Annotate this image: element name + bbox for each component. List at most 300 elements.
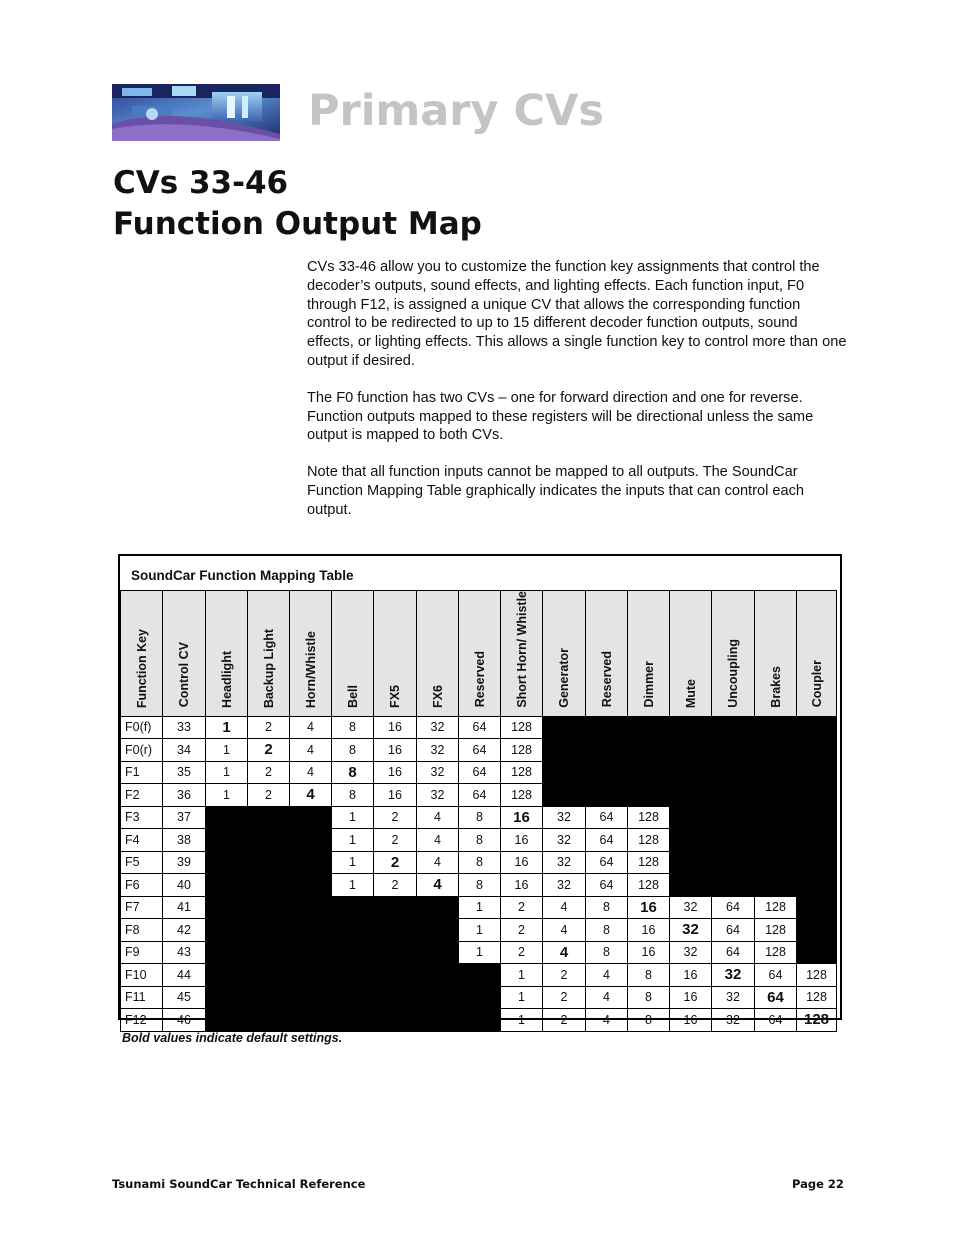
value-cell: 4 [417,829,459,852]
table-row [121,851,837,874]
unavailable-cell [332,896,374,919]
value-cell: 32 [670,896,712,919]
unavailable-cell [417,1009,459,1032]
value-cell: 32 [670,919,712,942]
value-cell: 32 [417,784,459,807]
unavailable-cell [374,896,417,919]
value-cell: 8 [628,986,670,1009]
unavailable-cell [290,874,332,897]
control-cv-cell: 33 [163,716,206,739]
unavailable-cell [206,829,248,852]
unavailable-cell [712,761,755,784]
unavailable-cell [670,851,712,874]
unavailable-cell [543,716,586,739]
column-header [543,591,586,717]
control-cv-cell: 44 [163,964,206,987]
function-key-cell: F1 [121,761,163,784]
value-cell: 16 [501,874,543,897]
function-key-cell: F0(f) [121,716,163,739]
value-cell: 64 [712,919,755,942]
unavailable-cell [755,874,797,897]
table-row [121,986,837,1009]
table-note: Bold values indicate default settings. [122,1031,343,1045]
function-key-cell: F8 [121,919,163,942]
unavailable-cell [332,919,374,942]
control-cv-cell: 36 [163,784,206,807]
column-header [459,591,501,717]
unavailable-cell [797,761,837,784]
unavailable-cell [755,739,797,762]
control-cv-cell: 45 [163,986,206,1009]
column-header-label: Control CV [177,642,191,708]
table-row [121,1009,837,1032]
page-number: Page 22 [792,1177,844,1191]
paragraph: CVs 33-46 allow you to customize the function key assignments that control the decoder’s outputs, sound effects, and lighting effects. Each function input, F0 through F12, is assigned a unique CV that allows the corresponding function control to be redirected to up to 15 different decoder function outputs, sound effects, or lighting effects. This allows a single function key to control more than one output if desired. [307,259,847,369]
value-cell: 1 [206,761,248,784]
value-cell: 64 [755,1009,797,1032]
value-cell: 1 [206,716,248,739]
unavailable-cell [543,784,586,807]
value-cell: 64 [459,761,501,784]
column-header [417,591,459,717]
unavailable-cell [755,716,797,739]
table-row [121,919,837,942]
unavailable-cell [332,986,374,1009]
control-cv-cell: 39 [163,851,206,874]
unavailable-cell [797,919,837,942]
function-key-cell: F12 [121,1009,163,1032]
value-cell: 32 [712,1009,755,1032]
unavailable-cell [586,761,628,784]
unavailable-cell [374,1009,417,1032]
unavailable-cell [459,964,501,987]
column-header [501,591,543,717]
control-cv-cell: 34 [163,739,206,762]
unavailable-cell [332,1009,374,1032]
paragraph: Note that all function inputs cannot be mapped to all outputs. The SoundCar Function Mapping Table graphically indicates the inputs that can control each output. [307,464,805,518]
value-cell: 1 [332,874,374,897]
value-cell: 128 [755,941,797,964]
unavailable-cell [755,851,797,874]
value-cell: 8 [628,1009,670,1032]
value-cell: 4 [417,874,459,897]
value-cell: 2 [501,941,543,964]
unavailable-cell [670,739,712,762]
function-key-cell: F7 [121,896,163,919]
function-key-cell: F5 [121,851,163,874]
unavailable-cell [543,739,586,762]
control-cv-cell: 43 [163,941,206,964]
value-cell: 1 [501,1009,543,1032]
unavailable-cell [712,716,755,739]
value-cell: 2 [248,739,290,762]
section-title-line2: Function Output Map [113,206,482,242]
control-cv-cell: 46 [163,1009,206,1032]
unavailable-cell [586,739,628,762]
unavailable-cell [670,716,712,739]
value-cell: 16 [670,964,712,987]
unavailable-cell [628,716,670,739]
value-cell: 32 [417,739,459,762]
value-cell: 4 [543,896,586,919]
value-cell: 2 [374,874,417,897]
value-cell: 1 [501,986,543,1009]
unavailable-cell [248,964,290,987]
table-row [121,874,837,897]
unavailable-cell [712,851,755,874]
unavailable-cell [628,739,670,762]
unavailable-cell [248,896,290,919]
value-cell: 2 [543,964,586,987]
unavailable-cell [797,784,837,807]
value-cell: 1 [332,806,374,829]
unavailable-cell [797,739,837,762]
table-row [121,761,837,784]
train-interior-image [112,84,280,141]
value-cell: 8 [332,761,374,784]
value-cell: 8 [459,829,501,852]
value-cell: 2 [374,851,417,874]
unavailable-cell [712,784,755,807]
value-cell: 1 [501,964,543,987]
value-cell: 32 [543,829,586,852]
unavailable-cell [206,919,248,942]
value-cell: 2 [248,761,290,784]
value-cell: 8 [459,851,501,874]
value-cell: 64 [712,941,755,964]
value-cell: 16 [628,941,670,964]
function-key-cell: F0(r) [121,739,163,762]
column-header-label: Reserved [472,651,487,708]
control-cv-cell: 41 [163,896,206,919]
unavailable-cell [712,739,755,762]
value-cell: 2 [543,1009,586,1032]
value-cell: 64 [586,806,628,829]
value-cell: 8 [586,896,628,919]
value-cell: 8 [459,806,501,829]
value-cell: 64 [755,964,797,987]
unavailable-cell [586,784,628,807]
unavailable-cell [670,874,712,897]
value-cell: 4 [290,761,332,784]
value-cell: 4 [290,784,332,807]
body-text [307,258,847,538]
table-row [121,716,837,739]
value-cell: 128 [501,739,543,762]
unavailable-cell [332,941,374,964]
value-cell: 32 [543,874,586,897]
value-cell: 1 [332,851,374,874]
value-cell: 128 [797,1009,837,1032]
unavailable-cell [417,941,459,964]
value-cell: 2 [248,784,290,807]
unavailable-cell [417,964,459,987]
value-cell: 16 [628,919,670,942]
unavailable-cell [797,896,837,919]
function-key-cell: F9 [121,941,163,964]
value-cell: 4 [417,851,459,874]
section-title [113,163,482,245]
value-cell: 4 [417,806,459,829]
value-cell: 128 [501,716,543,739]
value-cell: 32 [417,716,459,739]
column-header-label: Mute [683,678,698,708]
value-cell: 128 [628,829,670,852]
unavailable-cell [248,1009,290,1032]
unavailable-cell [206,896,248,919]
unavailable-cell [670,829,712,852]
unavailable-cell [712,806,755,829]
value-cell: 128 [501,784,543,807]
value-cell: 8 [332,784,374,807]
column-header-label: Horn/Whistle [303,630,318,708]
unavailable-cell [248,806,290,829]
value-cell: 64 [586,829,628,852]
unavailable-cell [755,784,797,807]
value-cell: 1 [206,784,248,807]
column-header [332,591,374,717]
value-cell: 64 [586,851,628,874]
unavailable-cell [417,896,459,919]
column-header [248,591,290,717]
value-cell: 2 [543,986,586,1009]
table-row [121,829,837,852]
value-cell: 2 [248,716,290,739]
function-key-cell: F2 [121,784,163,807]
value-cell: 64 [586,874,628,897]
unavailable-cell [374,964,417,987]
value-cell: 1 [332,829,374,852]
paragraph: The F0 function has two CVs – one for forward direction and one for reverse. Function outputs mapped to these registers will be directional unless the same output is mapped to both CVs. [307,389,814,444]
value-cell: 16 [501,829,543,852]
unavailable-cell [670,784,712,807]
unavailable-cell [755,806,797,829]
value-cell: 2 [374,806,417,829]
unavailable-cell [459,986,501,1009]
unavailable-cell [797,851,837,874]
column-header [163,591,206,717]
value-cell: 32 [670,941,712,964]
unavailable-cell [248,874,290,897]
value-cell: 2 [501,919,543,942]
value-cell: 64 [755,986,797,1009]
column-header-label: Coupler [809,660,824,708]
value-cell: 64 [459,739,501,762]
value-cell: 16 [374,761,417,784]
unavailable-cell [586,716,628,739]
column-header-label: Short Horn/ Whistle [514,591,529,708]
value-cell: 4 [586,964,628,987]
value-cell: 16 [374,739,417,762]
column-header-label: Reserved [599,651,614,708]
page-title: Primary CVs [308,86,604,136]
unavailable-cell [248,851,290,874]
value-cell: 32 [543,806,586,829]
value-cell: 8 [586,919,628,942]
column-header-label: Uncoupling [726,638,740,708]
unavailable-cell [797,941,837,964]
unavailable-cell [248,829,290,852]
unavailable-cell [797,806,837,829]
value-cell: 64 [459,716,501,739]
column-header [374,591,417,717]
column-header [206,591,248,717]
column-header-label: Generator [557,647,571,708]
unavailable-cell [206,964,248,987]
column-header-label: FX6 [430,684,445,708]
unavailable-cell [543,761,586,784]
unavailable-cell [712,874,755,897]
value-cell: 4 [543,919,586,942]
column-header [712,591,755,717]
control-cv-cell: 37 [163,806,206,829]
value-cell: 16 [670,986,712,1009]
value-cell: 8 [459,874,501,897]
column-header [586,591,628,717]
table-row [121,739,837,762]
unavailable-cell [290,919,332,942]
function-key-cell: F10 [121,964,163,987]
function-key-cell: F11 [121,986,163,1009]
column-header [670,591,712,717]
header-photo [112,84,280,141]
mapping-grid [120,590,837,1032]
unavailable-cell [628,784,670,807]
unavailable-cell [248,919,290,942]
value-cell: 128 [755,896,797,919]
value-cell: 16 [374,716,417,739]
unavailable-cell [712,829,755,852]
value-cell: 128 [628,851,670,874]
value-cell: 16 [501,851,543,874]
value-cell: 32 [417,761,459,784]
column-header [628,591,670,717]
function-key-cell: F4 [121,829,163,852]
value-cell: 4 [543,941,586,964]
control-cv-cell: 35 [163,761,206,784]
unavailable-cell [206,851,248,874]
value-cell: 4 [290,716,332,739]
unavailable-cell [374,919,417,942]
unavailable-cell [290,851,332,874]
value-cell: 4 [586,986,628,1009]
unavailable-cell [797,829,837,852]
control-cv-cell: 42 [163,919,206,942]
column-header [755,591,797,717]
unavailable-cell [206,986,248,1009]
unavailable-cell [290,964,332,987]
value-cell: 128 [628,874,670,897]
unavailable-cell [290,941,332,964]
value-cell: 32 [712,964,755,987]
table-row [121,964,837,987]
function-mapping-table [118,554,842,1029]
unavailable-cell [206,941,248,964]
unavailable-cell [206,874,248,897]
value-cell: 32 [712,986,755,1009]
unavailable-cell [290,896,332,919]
column-header-label: Dimmer [641,661,656,708]
section-title-line1: CVs 33-46 [113,165,289,201]
unavailable-cell [290,1009,332,1032]
column-header-label: Backup Light [261,628,276,708]
table-row [121,806,837,829]
value-cell: 64 [459,784,501,807]
unavailable-cell [670,806,712,829]
value-cell: 1 [206,739,248,762]
value-cell: 16 [374,784,417,807]
table-caption: SoundCar Function Mapping Table [131,568,354,583]
unavailable-cell [755,829,797,852]
column-header [797,591,837,717]
column-header-label: Bell [345,684,360,708]
value-cell: 1 [459,919,501,942]
unavailable-cell [755,761,797,784]
value-cell: 2 [501,896,543,919]
value-cell: 8 [628,964,670,987]
unavailable-cell [206,806,248,829]
column-header [290,591,332,717]
unavailable-cell [290,829,332,852]
unavailable-cell [332,964,374,987]
unavailable-cell [374,986,417,1009]
unavailable-cell [417,986,459,1009]
unavailable-cell [417,919,459,942]
column-header-label: FX5 [388,684,402,708]
unavailable-cell [628,761,670,784]
value-cell: 16 [501,806,543,829]
value-cell: 2 [374,829,417,852]
unavailable-cell [797,716,837,739]
value-cell: 16 [628,896,670,919]
value-cell: 4 [586,1009,628,1032]
value-cell: 8 [332,739,374,762]
table-row [121,896,837,919]
unavailable-cell [374,941,417,964]
value-cell: 8 [586,941,628,964]
unavailable-cell [290,986,332,1009]
value-cell: 128 [501,761,543,784]
table-row [121,784,837,807]
value-cell: 32 [543,851,586,874]
value-cell: 128 [755,919,797,942]
unavailable-cell [797,874,837,897]
column-header [121,591,163,717]
value-cell: 128 [797,986,837,1009]
column-header-label: Brakes [768,665,783,708]
value-cell: 128 [797,964,837,987]
value-cell: 64 [712,896,755,919]
value-cell: 1 [459,941,501,964]
value-cell: 4 [290,739,332,762]
value-cell: 128 [628,806,670,829]
footer-title: Tsunami SoundCar Technical Reference [112,1177,366,1191]
value-cell: 16 [670,1009,712,1032]
unavailable-cell [248,986,290,1009]
unavailable-cell [670,761,712,784]
unavailable-cell [206,1009,248,1032]
control-cv-cell: 40 [163,874,206,897]
function-key-cell: F3 [121,806,163,829]
column-header-label: Headlight [219,650,234,708]
unavailable-cell [248,941,290,964]
function-key-cell: F6 [121,874,163,897]
value-cell: 1 [459,896,501,919]
control-cv-cell: 38 [163,829,206,852]
unavailable-cell [459,1009,501,1032]
column-header-label: Function Key [134,628,149,708]
table-row [121,941,837,964]
